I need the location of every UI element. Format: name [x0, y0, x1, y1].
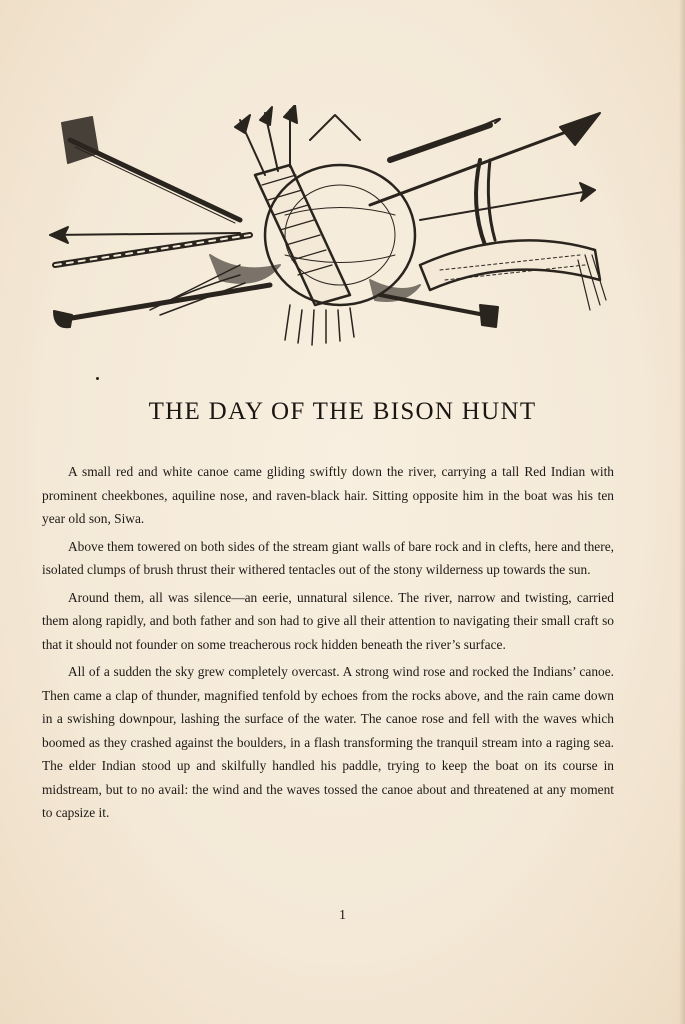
ink-speck: [96, 377, 99, 380]
paragraph: Around them, all was silence—an eerie, unnatural silence. The river, narrow and twisting, carried them along rapidly, and both father and son had to give all their attention to navigating their small craft so that it should not founder on some treacherous rock hidden beneath the river’s surface.: [42, 589, 614, 652]
native-american-weapons-and-artifacts-icon: [40, 105, 610, 350]
paragraph: All of a sudden the sky grew completely overcast. A strong wind rose and rocked the Indians’ canoe. Then came a clap of thunder, magnified tenfold by echoes from the rocks above, and the rain came down in a swishing downpour, lashing the surface of the water. The canoe rose and fell with the waves which boomed as they crashed against the boulders, in a flash transforming the tranquil stream into a raging sea. The elder Indian stood up and skilfully handled his paddle, trying to keep the boat on its course in midstream, but to no avail: the wind and the waves tossed the canoe about and threatened at any moment to capsize it.: [42, 664, 614, 820]
chapter-title: THE DAY OF THE BISON HUNT: [148, 398, 537, 425]
paragraph: Above them towered on both sides of the stream giant walls of bare rock and in clefts, here and there, isolated clumps of brush thrust their withered tentacles out of the stony wilderness up towards the sun.: [42, 538, 614, 577]
paragraph: A small red and white canoe came gliding swiftly down the river, carrying a tall Red Indian with prominent cheekbones, aquiline nose, and raven-black hair. Sitting opposite him in the boat was his ten year old son, Siwa.: [42, 464, 614, 526]
weapons-illustration: [40, 105, 610, 350]
chapter-body: [42, 460, 614, 829]
page-edge-shadow: [679, 0, 685, 1024]
page-number: 1: [339, 908, 346, 923]
